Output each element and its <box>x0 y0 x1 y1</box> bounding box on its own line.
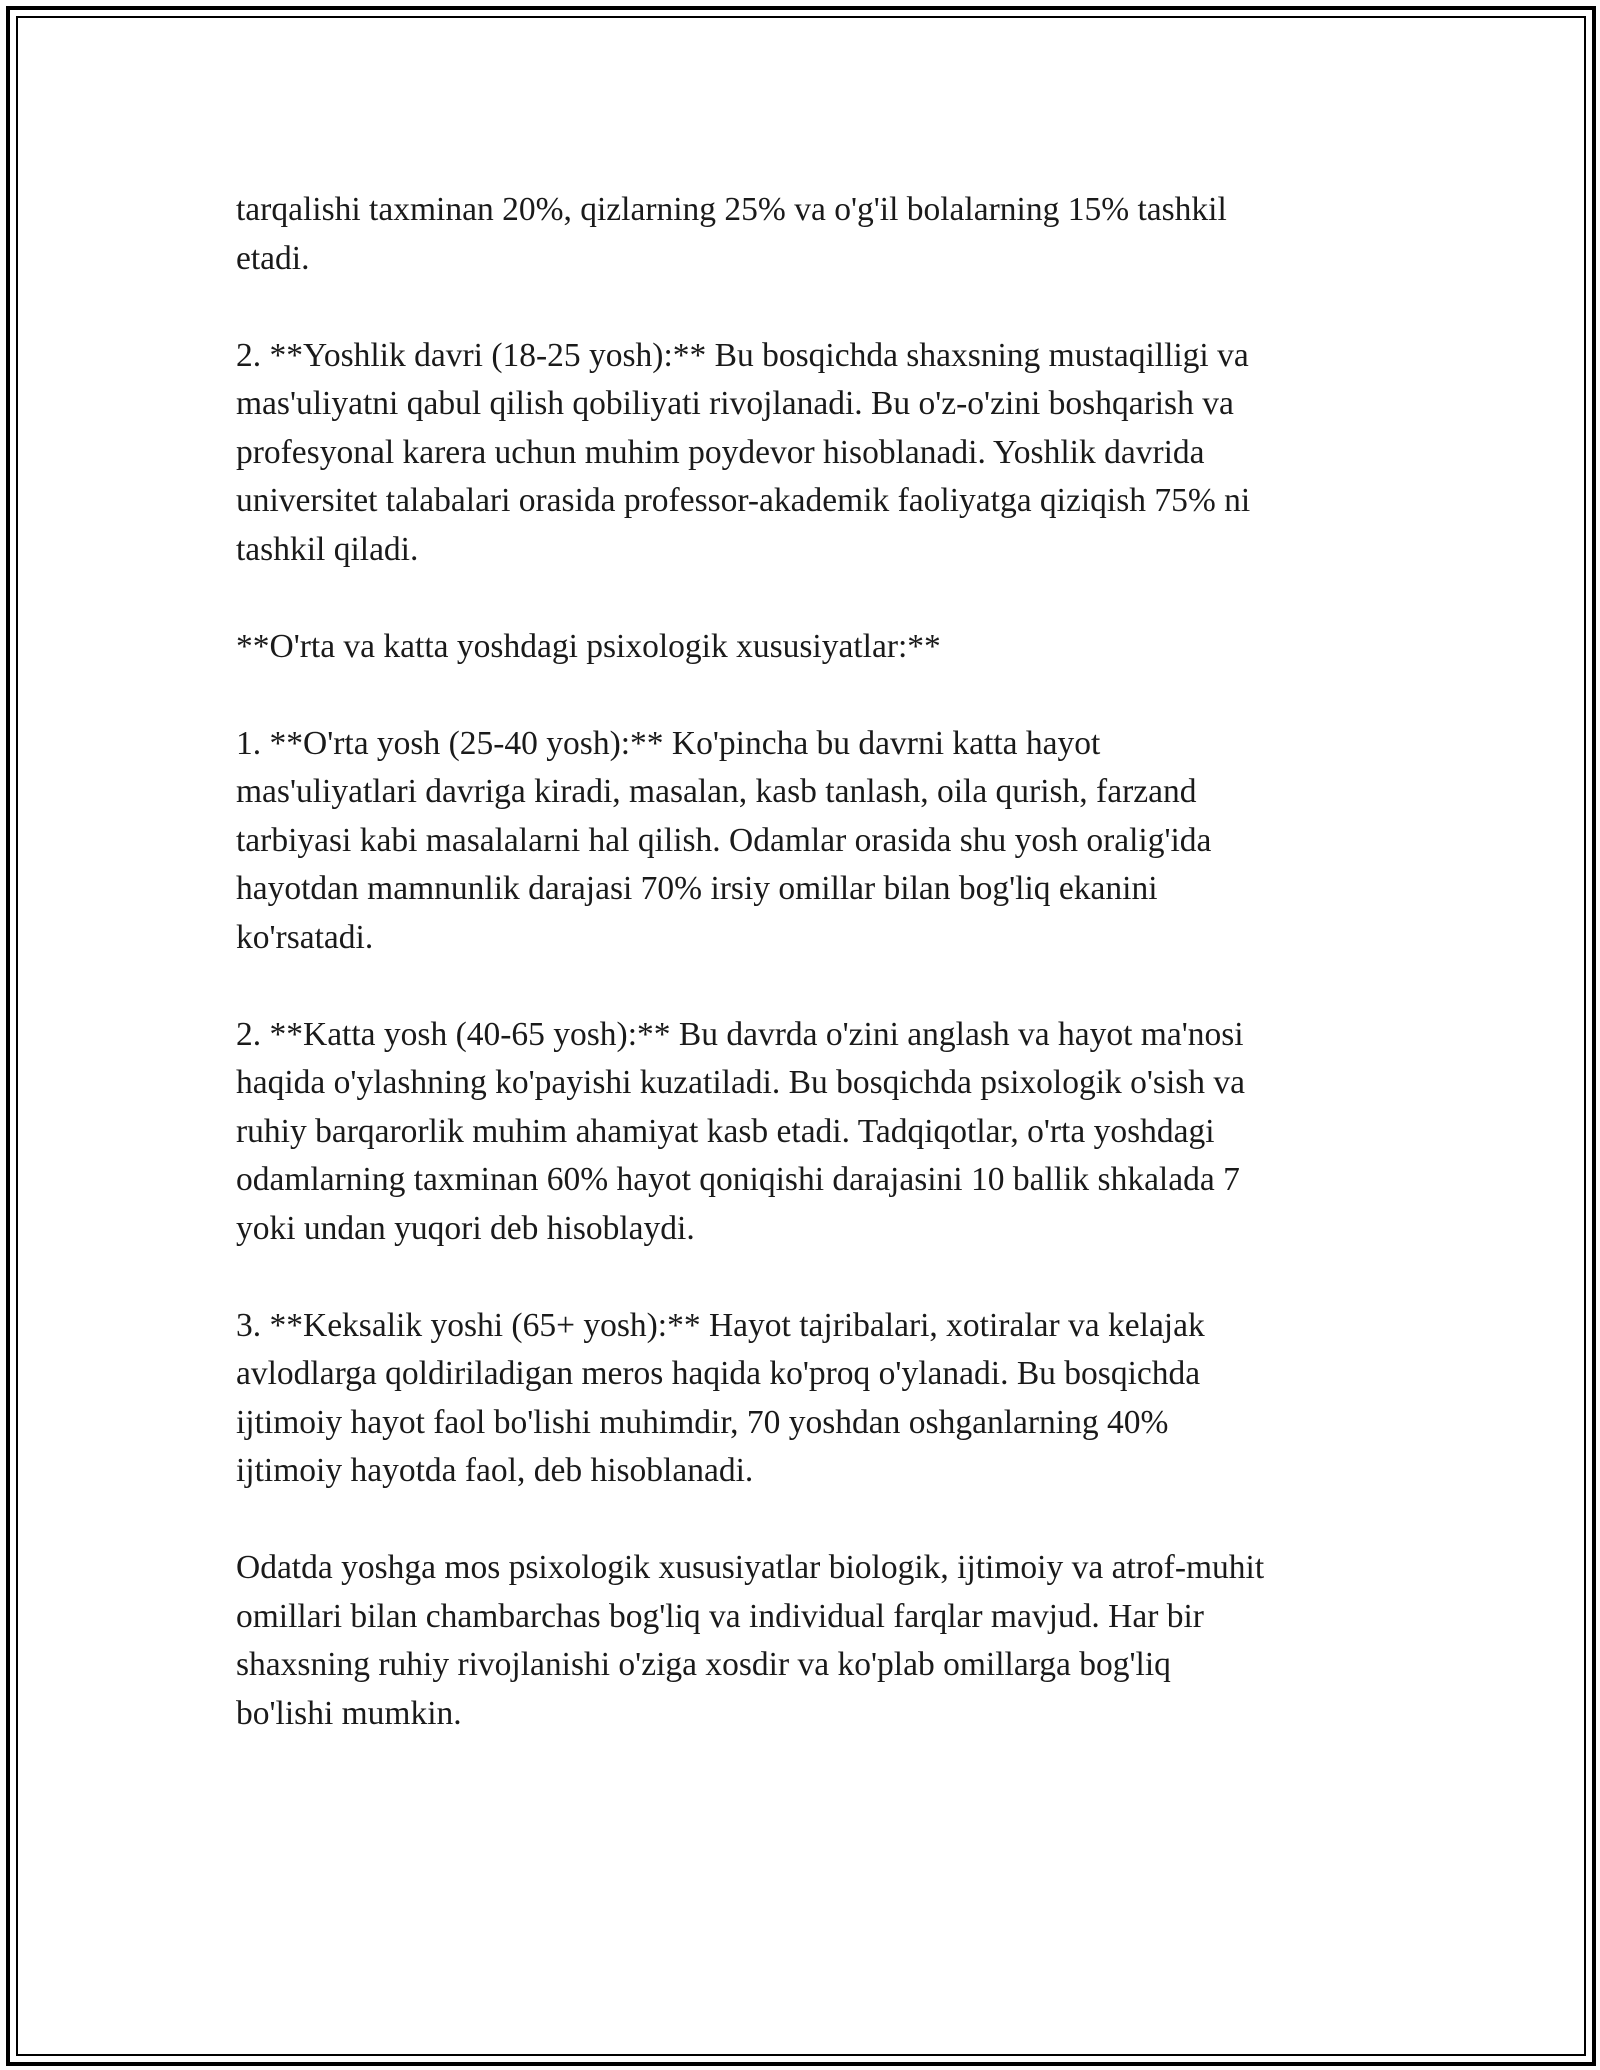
paragraph-older-age: 2. **Katta yosh (40-65 yosh):** Bu davrda o'zini anglash va hayot ma'nosi haqida o'ylashning ko'payishi kuzatiladi. Bu bosqichda psixologik o'sish va ruhiy barqarorlik muhim ahamiyat kasb etadi. Tadqiqotlar, o'rta yoshdagi odamlarning taxminan 60% hayot qoniqishi darajasini 10 ballik shkalada 7 yoki undan yuqori deb hisoblaydi. <box>236 1015 1246 1247</box>
paragraph-youth-period: 2. **Yoshlik davri (18-25 yosh):** Bu bosqichda shaxsning mustaqilligi va mas'uliyatni qabul qilish qobiliyati rivojlanadi. Bu o'z-o'zini boshqarish va profesyonal karera uchun muhim poydevor hisoblanadi. Yoshlik davrida universitet talabalari orasida professor-akademik faoliyatga qiziqish 75% ni tashkil qiladi. <box>236 336 1251 568</box>
document-body <box>236 186 1386 1787</box>
paragraph-elderly-age: 3. **Keksalik yoshi (65+ yosh):** Hayot tajribalari, xotiralar va kelajak avlodlarga qoldiriladigan meros haqida ko'proq o'ylanadi. Bu bosqichda ijtimoiy hayot faol bo'lishi muhimdir, 70 yoshdan oshganlarning 40% ijtimoiy hayotda faol, deb hisoblanadi. <box>236 1306 1205 1489</box>
section-heading-middle-older-age: **O'rta va katta yoshdagi psixologik xususiyatlar:** <box>236 627 941 665</box>
paragraph-conclusion: Odatda yoshga mos psixologik xususiyatlar biologik, ijtimoiy va atrof-muhit omillari bilan chambarchas bog'liq va individual farqlar mavjud. Har bir shaxsning ruhiy rivojlanishi o'ziga xosdir va ko'plab omillarga bog'liq bo'lishi mumkin. <box>236 1549 1265 1732</box>
paragraph-middle-age: 1. **O'rta yosh (25-40 yosh):** Ko'pincha bu davrni katta hayot mas'uliyatlari davriga kiradi, masalan, kasb tanlash, oila qurish, farzand tarbiyasi kabi masalalarni hal qilish. Odamlar orasida shu yosh oralig'ida hayotdan mamnunlik darajasi 70% irsiy omillar bilan bog'liq ekanini ko'rsatadi. <box>236 724 1212 956</box>
paragraph-prevalence-continuation: tarqalishi taxminan 20%, qizlarning 25% va o'g'il bolalarning 15% tashkil etadi. <box>236 191 1227 277</box>
